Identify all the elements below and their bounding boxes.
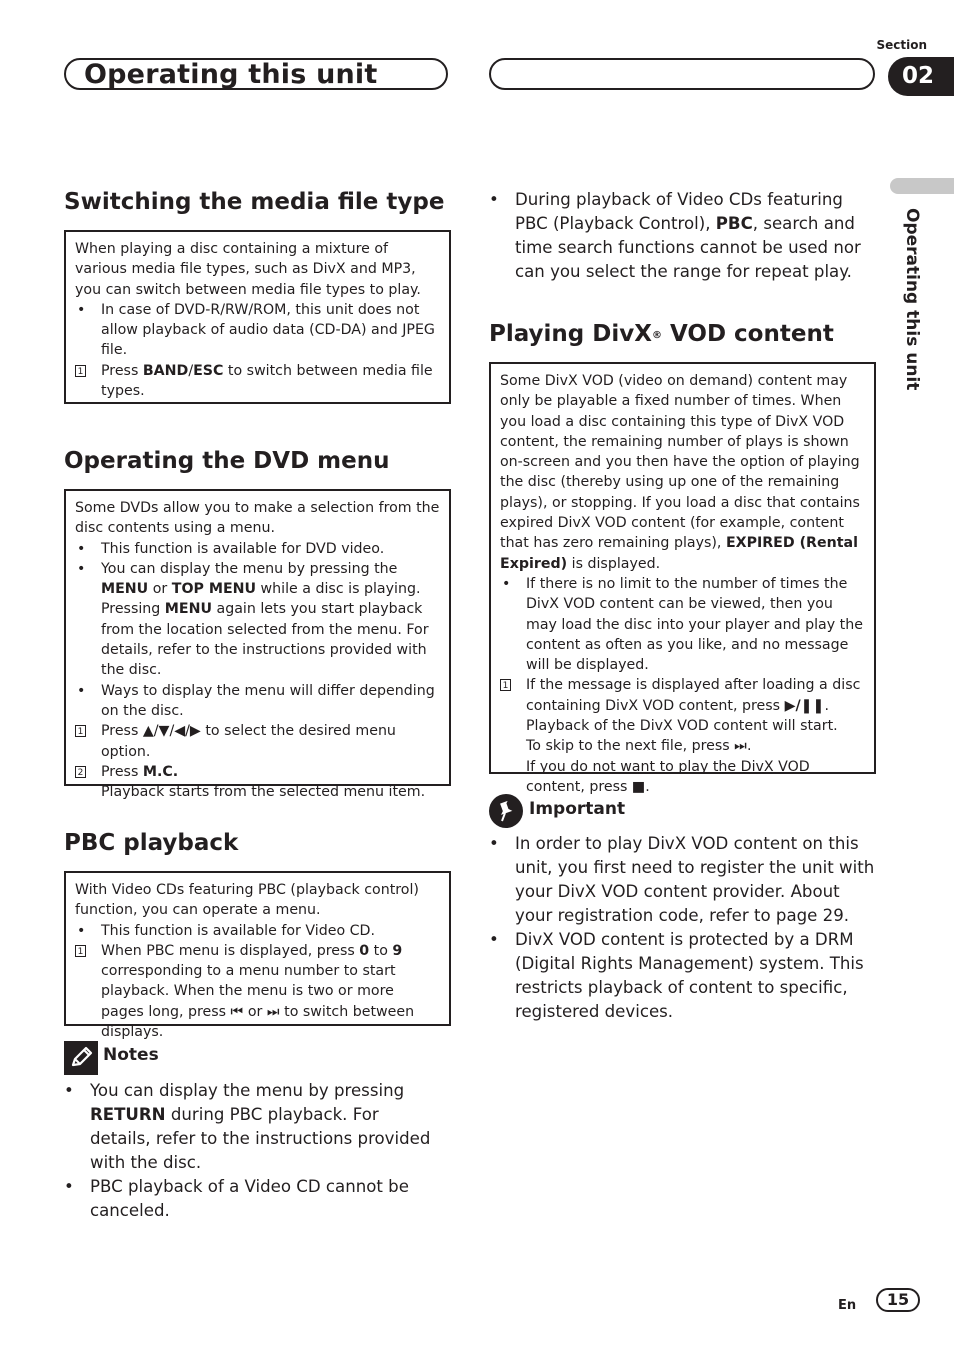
step-number: 1 — [75, 365, 86, 377]
dvd-menu-bullet-2: • You can display the menu by pressing the MENU or TOP MENU while a disc is playing. Pressing MENU again lets you start playback from the location selected from the menu. For details, refer to the instructions provided with the disc. — [75, 559, 440, 681]
step-number: 1 — [75, 945, 86, 957]
dvd-menu-step-2-note: Playback starts from the selected menu item. — [101, 784, 426, 801]
switching-step-1: 1 Press BAND/ESC to switch between media file types. — [75, 361, 440, 402]
switching-box — [64, 230, 451, 404]
dvd-menu-step-2: 2 Press M.C. — [75, 762, 440, 782]
pbc-restriction-note — [489, 188, 875, 284]
divx-step-1-line-2: Playback of the DivX VOD content will start. — [526, 718, 838, 735]
important-item-2: • DivX VOD content is protected by a DRM (Digital Rights Management) system. This restricts playback of content to specific, registered devices. — [489, 928, 875, 1024]
next-track-icon: ⏭ — [734, 738, 747, 755]
side-chapter-label: Operating this unit — [902, 208, 922, 391]
pbc-restriction-bullet: • During playback of Video CDs featuring PBC (Playback Control), PBC, search and time search functions cannot be used nor can you select the range for repeat play. — [489, 188, 875, 284]
dvd-menu-bullet-3: • Ways to display the menu will differ depending on the disc. — [75, 681, 440, 722]
divx-step-1-line-4: If you do not want to play the DivX VOD content, press ■. — [526, 758, 810, 795]
pbc-heading: PBC playback — [64, 830, 239, 856]
pbc-intro: With Video CDs featuring PBC (playback control) function, you can operate a menu. — [75, 882, 419, 919]
switching-bullet-1: • In case of DVD-R/RW/ROM, this unit does not allow playback of audio data (CD-DA) and JPEG file. — [75, 300, 440, 361]
dvd-menu-step-1: 1 Press ▲/▼/◀/▶ to select the desired menu option. — [75, 721, 440, 762]
notes-list — [64, 1079, 436, 1223]
divx-step-1: 1 If the message is displayed after loading a disc containing DivX VOD content, press ▶/❚❚. — [500, 675, 865, 716]
side-tab-marker — [890, 178, 954, 194]
language-label: En — [838, 1298, 857, 1313]
page-number: 15 — [876, 1288, 920, 1312]
important-icon — [489, 794, 523, 828]
page-title: Operating this unit — [84, 59, 378, 90]
important-item-1: • In order to play DivX VOD content on this unit, you first need to register the unit with your DivX VOD content provider. About your registration code, refer to page 29. — [489, 832, 875, 928]
play-pause-icon: ▶/❚❚ — [784, 697, 825, 714]
switching-intro: When playing a disc containing a mixture of various media file types, such as DivX and MP3, you can switch between media file types to play. — [75, 241, 421, 298]
divx-intro: Some DivX VOD (video on demand) content may only be playable a fixed number of times. When you load a disc containing this type of DivX VOD content, the remaining number of plays is shown on-screen and you then have the option of playing the disc (thereby using up one of the remaining plays), or stopping. If you load a disc that contains expired DivX VOD content (for example, content that has zero remaining plays), EXPIRED (Rental Expired) is displayed. — [500, 373, 860, 572]
stop-icon: ■ — [631, 778, 646, 795]
divx-bullet-1: • If there is no limit to the number of times the DivX VOD content can be viewed, then you may load the disc into your player and play the content as often as you like, and no message will be displayed. — [500, 574, 865, 675]
notes-pencil-icon — [64, 1041, 98, 1075]
section-number-badge: 02 — [888, 57, 954, 96]
pencil-icon — [68, 1045, 94, 1071]
notes-item-1: • You can display the menu by pressing RETURN during PBC playback. For details, refer to the instructions provided with the disc. — [64, 1079, 436, 1175]
arrow-keys-icon: ▲/▼/◀/▶ — [142, 723, 201, 740]
pbc-bullet-1: • This function is available for Video CD. — [75, 921, 440, 941]
notes-item-2: • PBC playback of a Video CD cannot be canceled. — [64, 1175, 436, 1223]
pbc-step-1: 1 When PBC menu is displayed, press 0 to 9 corresponding to a menu number to start playback. When the menu is two or more pages long, press ⏮ or ⏭ to switch between displays. — [75, 941, 440, 1042]
next-track-icon: ⏭ — [266, 1003, 280, 1020]
step-number: 1 — [75, 725, 86, 737]
divx-box — [489, 362, 876, 795]
section-label: Section — [876, 38, 927, 52]
notes-label: Notes — [103, 1045, 159, 1065]
dvd-menu-bullet-1: • This function is available for DVD video. — [75, 539, 440, 559]
divx-step-1-line-3: To skip to the next file, press ⏭. — [526, 738, 752, 755]
important-label: Important — [529, 799, 626, 819]
header-blank-frame — [489, 58, 875, 90]
step-number: 2 — [75, 766, 86, 778]
pushpin-icon — [494, 799, 518, 823]
pbc-box — [64, 871, 451, 1041]
dvd-menu-intro: Some DVDs allow you to make a selection from the disc contents using a menu. — [75, 500, 440, 537]
important-list — [489, 832, 875, 1024]
dvd-menu-heading: Operating the DVD menu — [64, 448, 390, 474]
divx-heading: Playing DivX® VOD content — [489, 321, 834, 347]
step-number: 1 — [500, 679, 511, 691]
switching-heading: Switching the media file type — [64, 189, 445, 215]
previous-track-icon: ⏮ — [230, 1003, 244, 1020]
dvd-menu-box — [64, 489, 451, 801]
